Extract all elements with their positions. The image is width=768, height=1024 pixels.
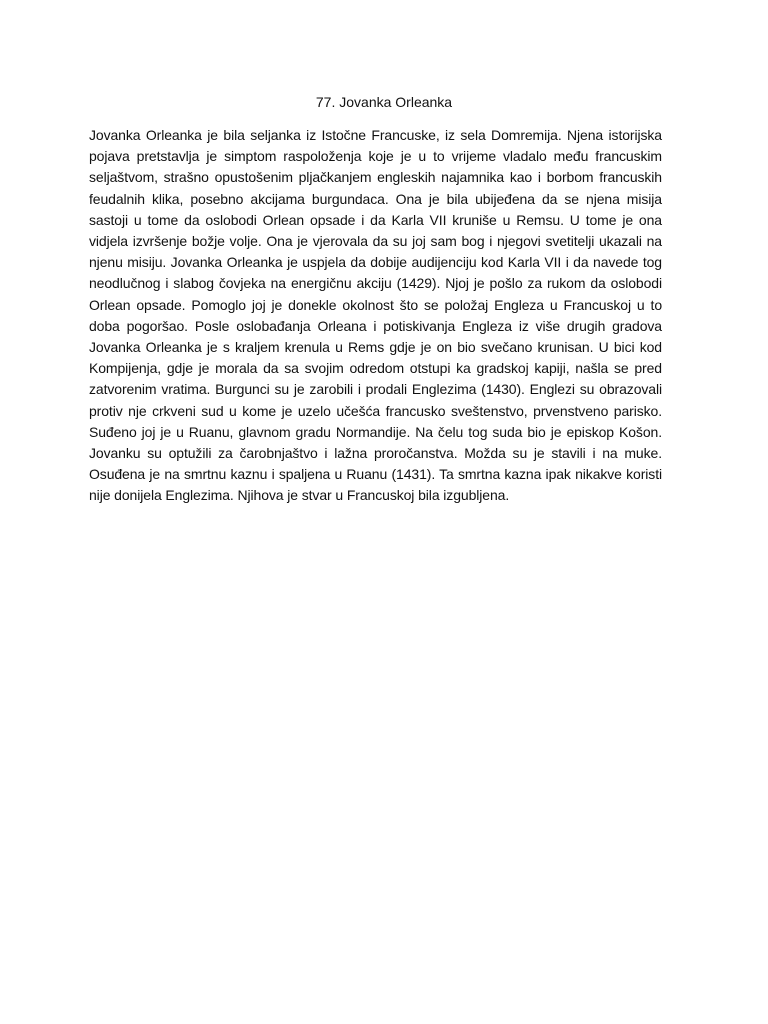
body-paragraph: Jovanka Orleanka je bila seljanka iz Istočne Francuske, iz sela Domremija. Njena istorijska pojava pretstavlja je simptom raspoloženja koje je u to vrijeme vladalo među francuskim seljaštvom, strašno opustošenim pljačkanjem engleskih najamnika kao i borbom francuskih feudalnih klika, posebno akcijama burgundaca. Ona je bila ubijeđena da se njena misija sastoji u tome da oslobodi Orlean opsade i da Karla VII kruniše u Remsu. U tome je ona vidjela izvršenje božje volje. Ona je vjerovala da su joj sam bog i njegovi svetitelji ukazali na njenu misiju. Jovanka Orleanka je uspjela da dobije audijenciju kod Karla VII i da navede tog neodlučnog i slabog čovjeka na energičnu akciju (1429). Njoj je pošlo za rukom da oslobodi Orlean opsade. Pomoglo joj je donekle okolnost što se položaj Engleza u Francuskoj u to doba pogoršao. Posle oslobađanja Orleana i potiskivanja Engleza iz više drugih gradova Jovanka Orleanka je s kraljem krenula u Rems gdje je on bio svečano krunisan. U bici kod Kompijenja, gdje je morala da sa svojim odredom otstupi ka gradskoj kapiji, našla se pred zatvorenim vratima. Burgunci su je zarobili i prodali Englezima (1430). Englezi su obrazovali protiv nje crkveni sud u kome je uzelo učešća francusko sveštenstvo, prvenstveno parisko. Suđeno joj je u Ruanu, glavnom gradu Normandije. Na čelu tog suda bio je episkop Košon. Jovanku su optužili za čarobnjaštvo i lažna proročanstva. Možda su je stavili i na muke. Osuđena je na smrtnu kaznu i spaljena u Ruanu (1431). Ta smrtna kazna ipak nikakve koristi nije donijela Englezima. Njihova je stvar u Francuskoj bila izgubljena.	[89, 127, 662, 504]
page-title: 77. Jovanka Orleanka	[315, 94, 453, 110]
